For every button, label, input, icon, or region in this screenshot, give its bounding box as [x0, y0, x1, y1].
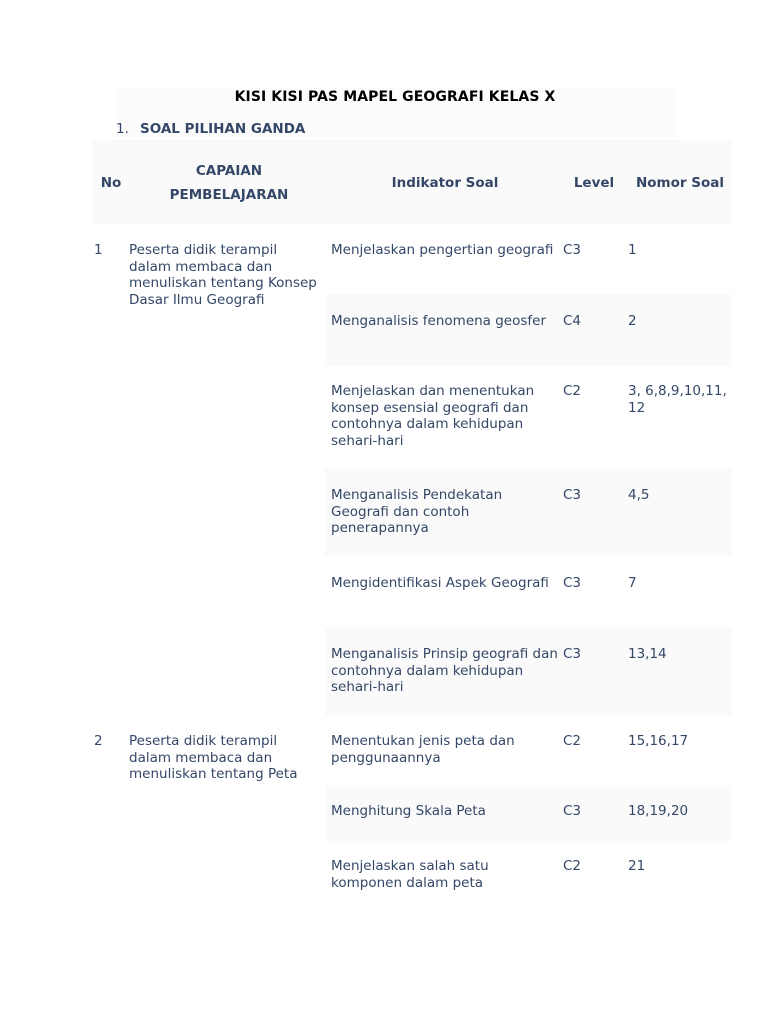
indikator-soal: Menganalisis Pendekatan Geografi dan contoh penerapannya [331, 487, 503, 536]
capaian-pembelajaran: Peserta didik terampil dalam membaca dan menuliskan tentang Peta [129, 733, 298, 782]
nomor-soal: 3, 6,8,9,10,11,12 [628, 383, 727, 416]
nomor-soal: 13,14 [628, 646, 667, 662]
indikator-soal: Menganalisis fenomena geosfer [331, 313, 547, 329]
indikator-soal: Mengidentifikasi Aspek Geografi [331, 575, 549, 591]
nomor-soal: 15,16,17 [628, 733, 689, 749]
nomor-soal: 7 [628, 575, 637, 591]
nomor-soal: 21 [628, 858, 646, 874]
header-capaian-line2: PEMBELAJARAN [169, 187, 289, 203]
level: C3 [563, 575, 582, 591]
nomor-soal: 1 [628, 242, 637, 258]
level: C3 [563, 803, 582, 819]
indikator-soal: Menjelaskan salah satu komponen dalam peta [331, 858, 489, 891]
capaian-pembelajaran: Peserta didik terampil dalam membaca dan menuliskan tentang Konsep Dasar Ilmu Geografi [129, 242, 317, 308]
group-number: 2 [94, 733, 103, 749]
level: C4 [563, 313, 582, 329]
section-heading [116, 121, 305, 138]
indikator-soal: Menjelaskan dan menentukan konsep esensial geografi dan contohnya dalam kehidupan sehari-hari [331, 383, 535, 449]
level: C3 [563, 242, 582, 258]
indikator-soal: Menganalisis Prinsip geografi dan contohnya dalam kehidupan sehari-hari [331, 646, 558, 695]
indikator-soal: Menjelaskan pengertian geografi [331, 242, 554, 258]
row-band [325, 294, 732, 366]
level: C3 [563, 646, 582, 662]
section-number: 1. [116, 121, 129, 137]
level: C2 [563, 858, 582, 874]
nomor-soal: 4,5 [628, 487, 650, 503]
header-capaian [129, 159, 329, 207]
header-indikator: Indikator Soal [391, 175, 499, 191]
level: C3 [563, 487, 582, 503]
section-title: SOAL PILIHAN GANDA [140, 121, 306, 137]
indikator-soal: Menghitung Skala Peta [331, 803, 486, 819]
nomor-soal: 2 [628, 313, 637, 329]
header-nomor-soal: Nomor Soal [635, 175, 724, 191]
group-number: 1 [94, 242, 103, 258]
level: C2 [563, 383, 582, 399]
indikator-soal: Menentukan jenis peta dan penggunaannya [331, 733, 515, 766]
nomor-soal: 18,19,20 [628, 803, 689, 819]
header-no: No [100, 175, 122, 191]
header-level: Level [573, 175, 615, 191]
document-title: KISI KISI PAS MAPEL GEOGRAFI KELAS X [234, 89, 556, 105]
level: C2 [563, 733, 582, 749]
header-capaian-line1: CAPAIAN [195, 163, 263, 179]
